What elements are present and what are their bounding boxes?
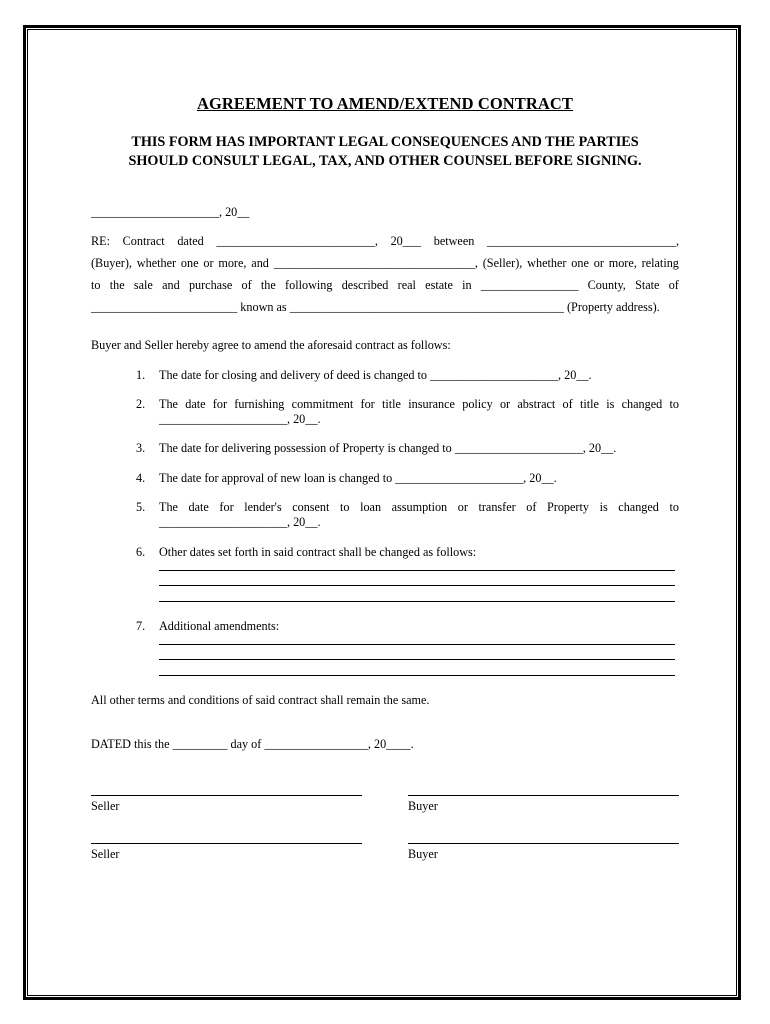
item-5-text-word: consent xyxy=(292,500,330,514)
re-line-3-word: in xyxy=(462,278,472,292)
item-2-text-word: or xyxy=(499,397,511,411)
warning-line-2: SHOULD CONSULT LEGAL, TAX, AND OTHER COUNSEL BEFORE SIGNING. xyxy=(128,153,642,169)
item-2-text xyxy=(159,397,679,412)
item-5-text-word: or xyxy=(457,500,468,514)
item-5-text-word: to xyxy=(669,500,679,514)
item-5-text-word: transfer xyxy=(478,500,516,514)
item-4-number: 4. xyxy=(136,471,146,485)
re-line-1-word: dated xyxy=(177,234,204,248)
item-6-blank-line-2[interactable] xyxy=(159,585,675,586)
re-line-2-word: one xyxy=(180,256,199,270)
item-5-text-word: date xyxy=(188,500,209,514)
item-5-text-word: lender's xyxy=(244,500,282,514)
item-2-text-word: commitment xyxy=(291,397,354,411)
item-2-text-word: for xyxy=(212,397,228,411)
re-line-3-word: to xyxy=(91,278,101,292)
item-3-text: The date for delivering possession of Property is changed to _____________________, 20__. xyxy=(159,441,617,455)
item-5-number: 5. xyxy=(136,500,146,514)
re-line-1-word: __________________________, xyxy=(216,234,378,248)
re-line-1-word: Contract xyxy=(122,234,165,248)
item-2-text-word: abstract xyxy=(517,397,556,411)
re-line-2-word: and xyxy=(251,256,269,270)
re-line-3-word: State xyxy=(635,278,660,292)
re-line-3-word: the xyxy=(260,278,276,292)
item-2-number: 2. xyxy=(136,397,146,411)
re-line-3-word: purchase xyxy=(188,278,233,292)
date-line: _____________________, 20__ xyxy=(91,205,250,219)
re-line-3-word: described xyxy=(341,278,389,292)
warning-line-1: THIS FORM HAS IMPORTANT LEGAL CONSEQUENCES AND THE PARTIES xyxy=(131,134,639,150)
seller-label-1: Seller xyxy=(91,799,120,813)
re-line-2-word: (Buyer), xyxy=(91,256,132,270)
item-7-text: Additional amendments: xyxy=(159,619,280,633)
document-title: AGREEMENT TO AMEND/EXTEND CONTRACT xyxy=(196,94,574,113)
re-line-2-word: whether xyxy=(136,256,177,270)
item-2-text-word: date xyxy=(185,397,206,411)
item-2-text-word: title xyxy=(579,397,599,411)
seller-signature-line-2[interactable] xyxy=(91,843,362,844)
item-5-text-word: changed xyxy=(618,500,659,514)
item-5-text-word: Property xyxy=(547,500,589,514)
item-5-text-word: of xyxy=(526,500,537,514)
re-line-1-word: between xyxy=(433,234,475,248)
re-line-2-word: or xyxy=(203,256,214,270)
re-line-4: ________________________ known as _____________________________________________ (Property address). xyxy=(91,300,660,314)
re-line-2-word: whether xyxy=(527,256,567,270)
re-line-3-word: of xyxy=(668,278,679,292)
item-6-text: Other dates set forth in said contract shall be changed as follows: xyxy=(159,545,477,559)
re-line-3-word: real xyxy=(397,278,416,292)
re-line-3-word: the xyxy=(109,278,125,292)
re-line-3-word: and xyxy=(162,278,180,292)
re-line-2-word: relating xyxy=(641,256,679,270)
re-line-3 xyxy=(91,278,679,293)
item-6-number: 6. xyxy=(136,545,146,559)
item-2-text-word: for xyxy=(360,397,375,411)
buyer-label-1: Buyer xyxy=(408,799,438,813)
legal-warning xyxy=(60,133,710,171)
re-line-1-word: RE: xyxy=(91,234,110,248)
re-line-1-word: 20___ xyxy=(390,234,422,248)
item-5-text-word: to xyxy=(340,500,350,514)
closing-text: All other terms and conditions of said contract shall remain the same. xyxy=(91,693,430,707)
item-2-text-word: of xyxy=(562,397,573,411)
re-line-3-word: County, xyxy=(587,278,626,292)
item-6-blank-line-1[interactable] xyxy=(159,570,675,571)
item-5-text-word: is xyxy=(599,500,608,514)
item-7-blank-line-2[interactable] xyxy=(159,659,675,660)
item-4-text: The date for approval of new loan is changed to _____________________, 20__. xyxy=(159,471,557,485)
item-5-text-word: for xyxy=(219,500,234,514)
item-2-text-word: to xyxy=(669,397,679,411)
re-line-3-word: sale xyxy=(133,278,153,292)
item-7-number: 7. xyxy=(136,619,146,633)
re-line-2 xyxy=(91,256,679,271)
item-5-text-word: The xyxy=(159,500,178,514)
item-7-blank-line-1[interactable] xyxy=(159,644,675,645)
item-2-text-word: is xyxy=(606,397,615,411)
item-2-text-word: insurance xyxy=(408,397,455,411)
item-3-number: 3. xyxy=(136,441,146,455)
item-5-text-word: loan xyxy=(360,500,382,514)
re-line-2-word: _________________________________, xyxy=(273,256,478,270)
re-line-2-word: or xyxy=(593,256,604,270)
item-2-text-word: changed xyxy=(621,397,663,411)
item-6-blank-line-3[interactable] xyxy=(159,601,675,602)
re-line-1-word: _______________________________, xyxy=(487,234,679,248)
item-5-text xyxy=(159,500,679,515)
item-7-blank-line-3[interactable] xyxy=(159,675,675,676)
intro-text: Buyer and Seller hereby agree to amend the aforesaid contract as follows: xyxy=(91,338,451,352)
re-line-1 xyxy=(91,234,679,249)
item-5-text-word: assumption xyxy=(391,500,448,514)
item-5-continuation: _____________________, 20__. xyxy=(159,515,321,529)
re-line-3-word: ________________ xyxy=(480,278,579,292)
re-line-3-word: estate xyxy=(425,278,453,292)
item-2-continuation: _____________________, 20__. xyxy=(159,412,321,426)
re-line-2-word: one xyxy=(571,256,589,270)
dated-line: DATED this the _________ day of _________________, 20____. xyxy=(91,737,414,751)
item-2-text-word: title xyxy=(382,397,401,411)
re-line-2-word: (Seller), xyxy=(482,256,523,270)
re-line-2-word: more, xyxy=(608,256,637,270)
item-2-text-word: The xyxy=(159,397,178,411)
re-line-3-word: of xyxy=(241,278,252,292)
item-2-text-word: policy xyxy=(462,397,493,411)
seller-signature-line-1[interactable] xyxy=(91,795,362,796)
seller-label-2: Seller xyxy=(91,847,120,861)
item-1-text: The date for closing and delivery of deed is changed to _____________________, 20__. xyxy=(159,368,592,382)
re-line-3-word: following xyxy=(285,278,333,292)
buyer-label-2: Buyer xyxy=(408,847,438,861)
buyer-signature-line-1[interactable] xyxy=(408,795,679,796)
item-2-text-word: furnishing xyxy=(234,397,285,411)
item-1-number: 1. xyxy=(136,368,146,382)
buyer-signature-line-2[interactable] xyxy=(408,843,679,844)
re-line-2-word: more, xyxy=(218,256,247,270)
